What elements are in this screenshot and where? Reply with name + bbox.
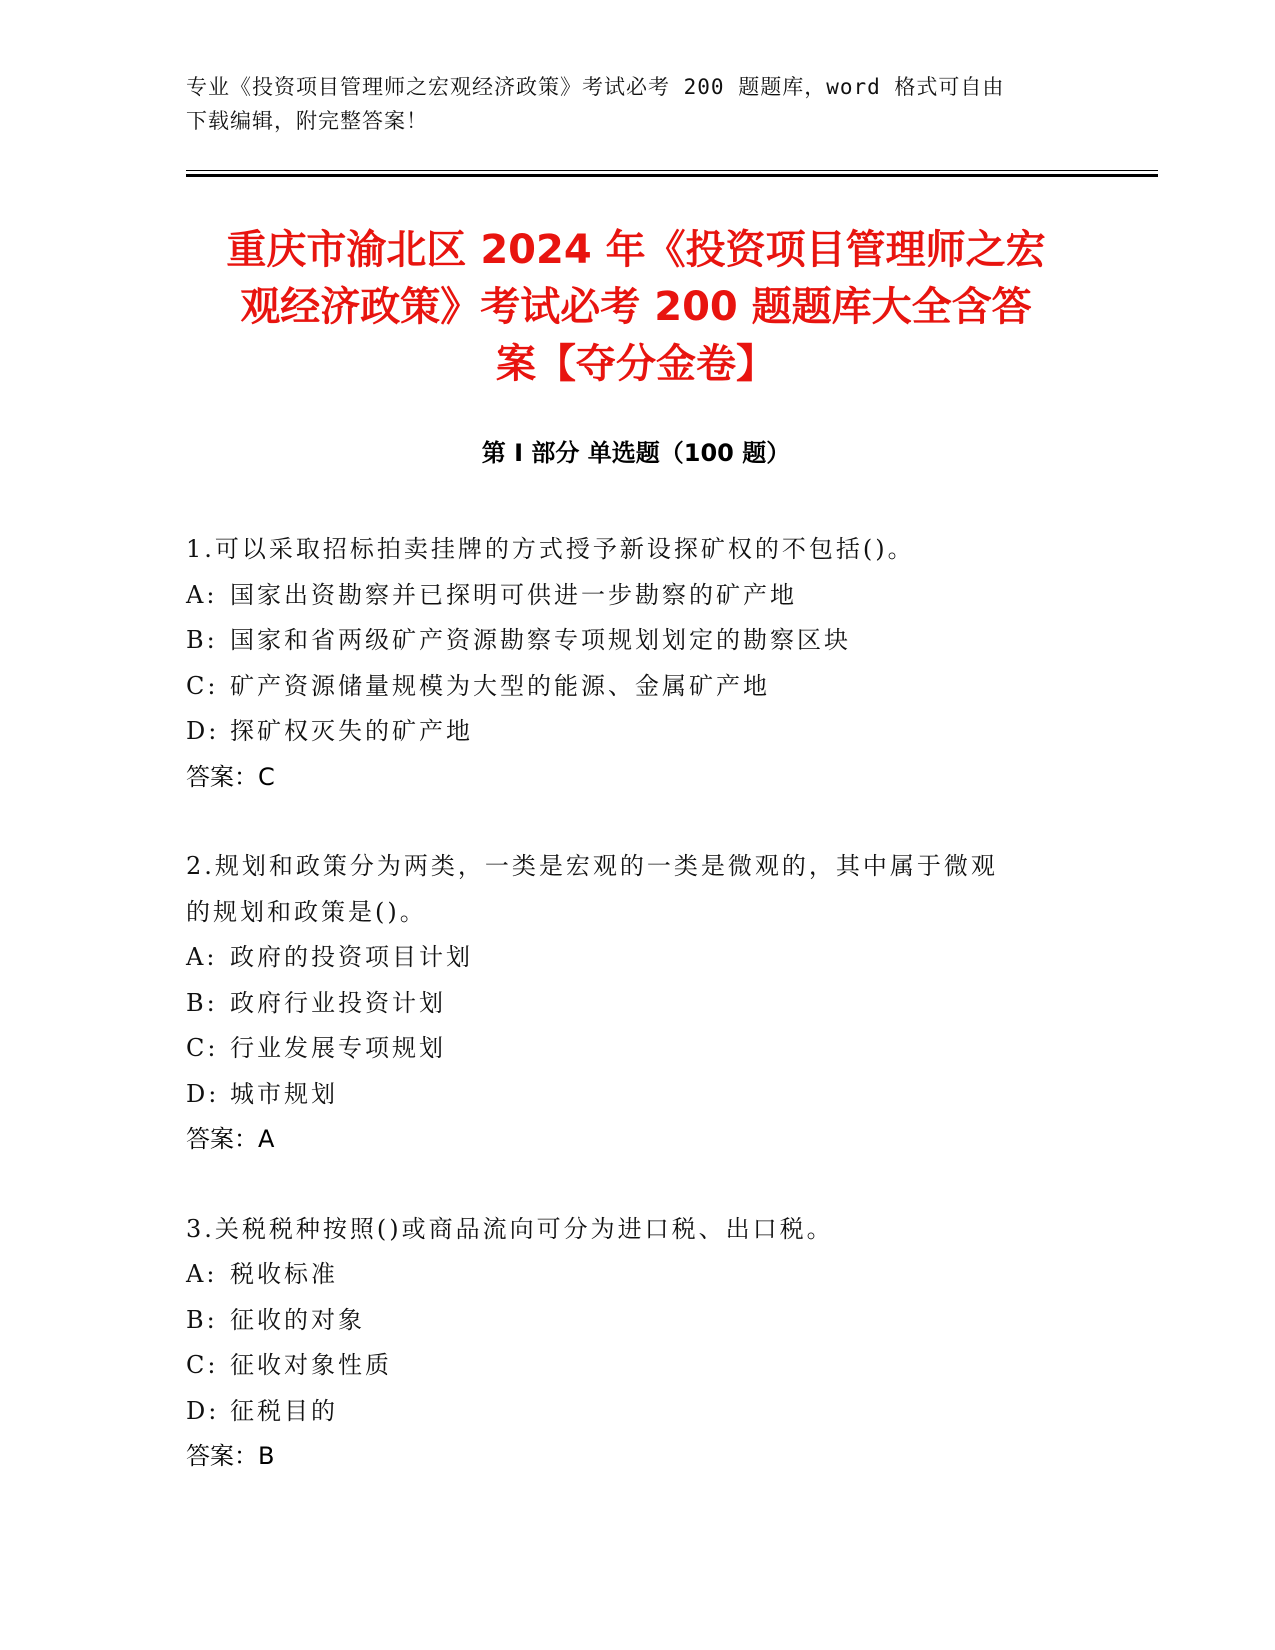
option-text: 国家和省两级矿产资源勘察专项规划划定的勘察区块 [230,626,851,654]
option-text: 征收对象性质 [230,1351,392,1379]
option-letter: D: [186,1079,220,1108]
question-stem: 的规划和政策是()。 [186,897,427,926]
question-stem: 2.规划和政策分为两类，一类是宏观的一类是微观的，其中属于微观 [186,852,998,880]
option-a [186,573,1086,619]
option-text: 矿产资源储量规模为大型的能源、金属矿产地 [230,671,770,700]
option-letter: C: [186,671,219,700]
header-rule-thick [186,174,1158,177]
option-text: 国家出资勘察并已探明可供进一步勘察的矿产地 [230,580,797,609]
option-a [186,935,1086,981]
option-d [186,1389,1086,1435]
option-text: 税收标准 [230,1260,338,1288]
option-letter: C: [186,1351,219,1379]
header-note-line: 下载编辑，附完整答案！ [186,109,428,133]
option-letter: D: [186,717,220,745]
option-letter: B: [186,626,218,654]
header-note [186,70,1086,138]
question-2 [186,844,1086,1163]
option-text: 政府的投资项目计划 [230,943,473,971]
option-c [186,1026,1086,1072]
page-title [186,222,1086,393]
option-text: 行业发展专项规划 [230,1034,446,1062]
question-stem: 1.可以采取招标拍卖挂牌的方式授予新设探矿权的不包括()。 [186,535,915,563]
option-text: 征收的对象 [230,1305,365,1334]
option-c [186,1343,1086,1389]
section-title: 第 I 部分 单选题（100 题） [481,439,791,467]
option-a [186,1252,1086,1298]
option-b [186,618,1086,664]
question-3 [186,1207,1086,1480]
page-title-line: 案【夺分金卷】 [496,341,776,387]
option-d [186,709,1086,755]
answer: 答案：B [186,1442,275,1470]
option-b [186,1298,1086,1344]
page-title-line: 重庆市渝北区 2024 年《投资项目管理师之宏 [226,227,1046,273]
answer: 答案：A [186,1125,275,1153]
header-note-line: 专业《投资项目管理师之宏观经济政策》考试必考 200 题题库，word 格式可自由 [186,75,1005,99]
option-letter: B: [186,1305,218,1334]
page-title-line: 观经济政策》考试必考 200 题题库大全含答 [240,284,1032,330]
option-text: 政府行业投资计划 [230,988,446,1017]
option-d [186,1072,1086,1118]
option-letter: D: [186,1396,220,1425]
question-1 [186,527,1086,800]
question-list [186,527,1086,1524]
option-letter: C: [186,1034,219,1062]
option-b [186,981,1086,1027]
option-letter: A: [186,580,218,609]
option-letter: B: [186,988,218,1017]
option-letter: A: [186,1260,218,1288]
header-rule-thin [186,170,1158,171]
option-text: 征税目的 [230,1396,338,1425]
option-c [186,664,1086,710]
option-letter: A: [186,943,218,971]
question-stem: 3.关税税种按照()或商品流向可分为进口税、出口税。 [186,1214,834,1243]
answer: 答案：C [186,762,275,791]
option-text: 探矿权灭失的矿产地 [230,717,473,745]
option-text: 城市规划 [230,1079,338,1108]
